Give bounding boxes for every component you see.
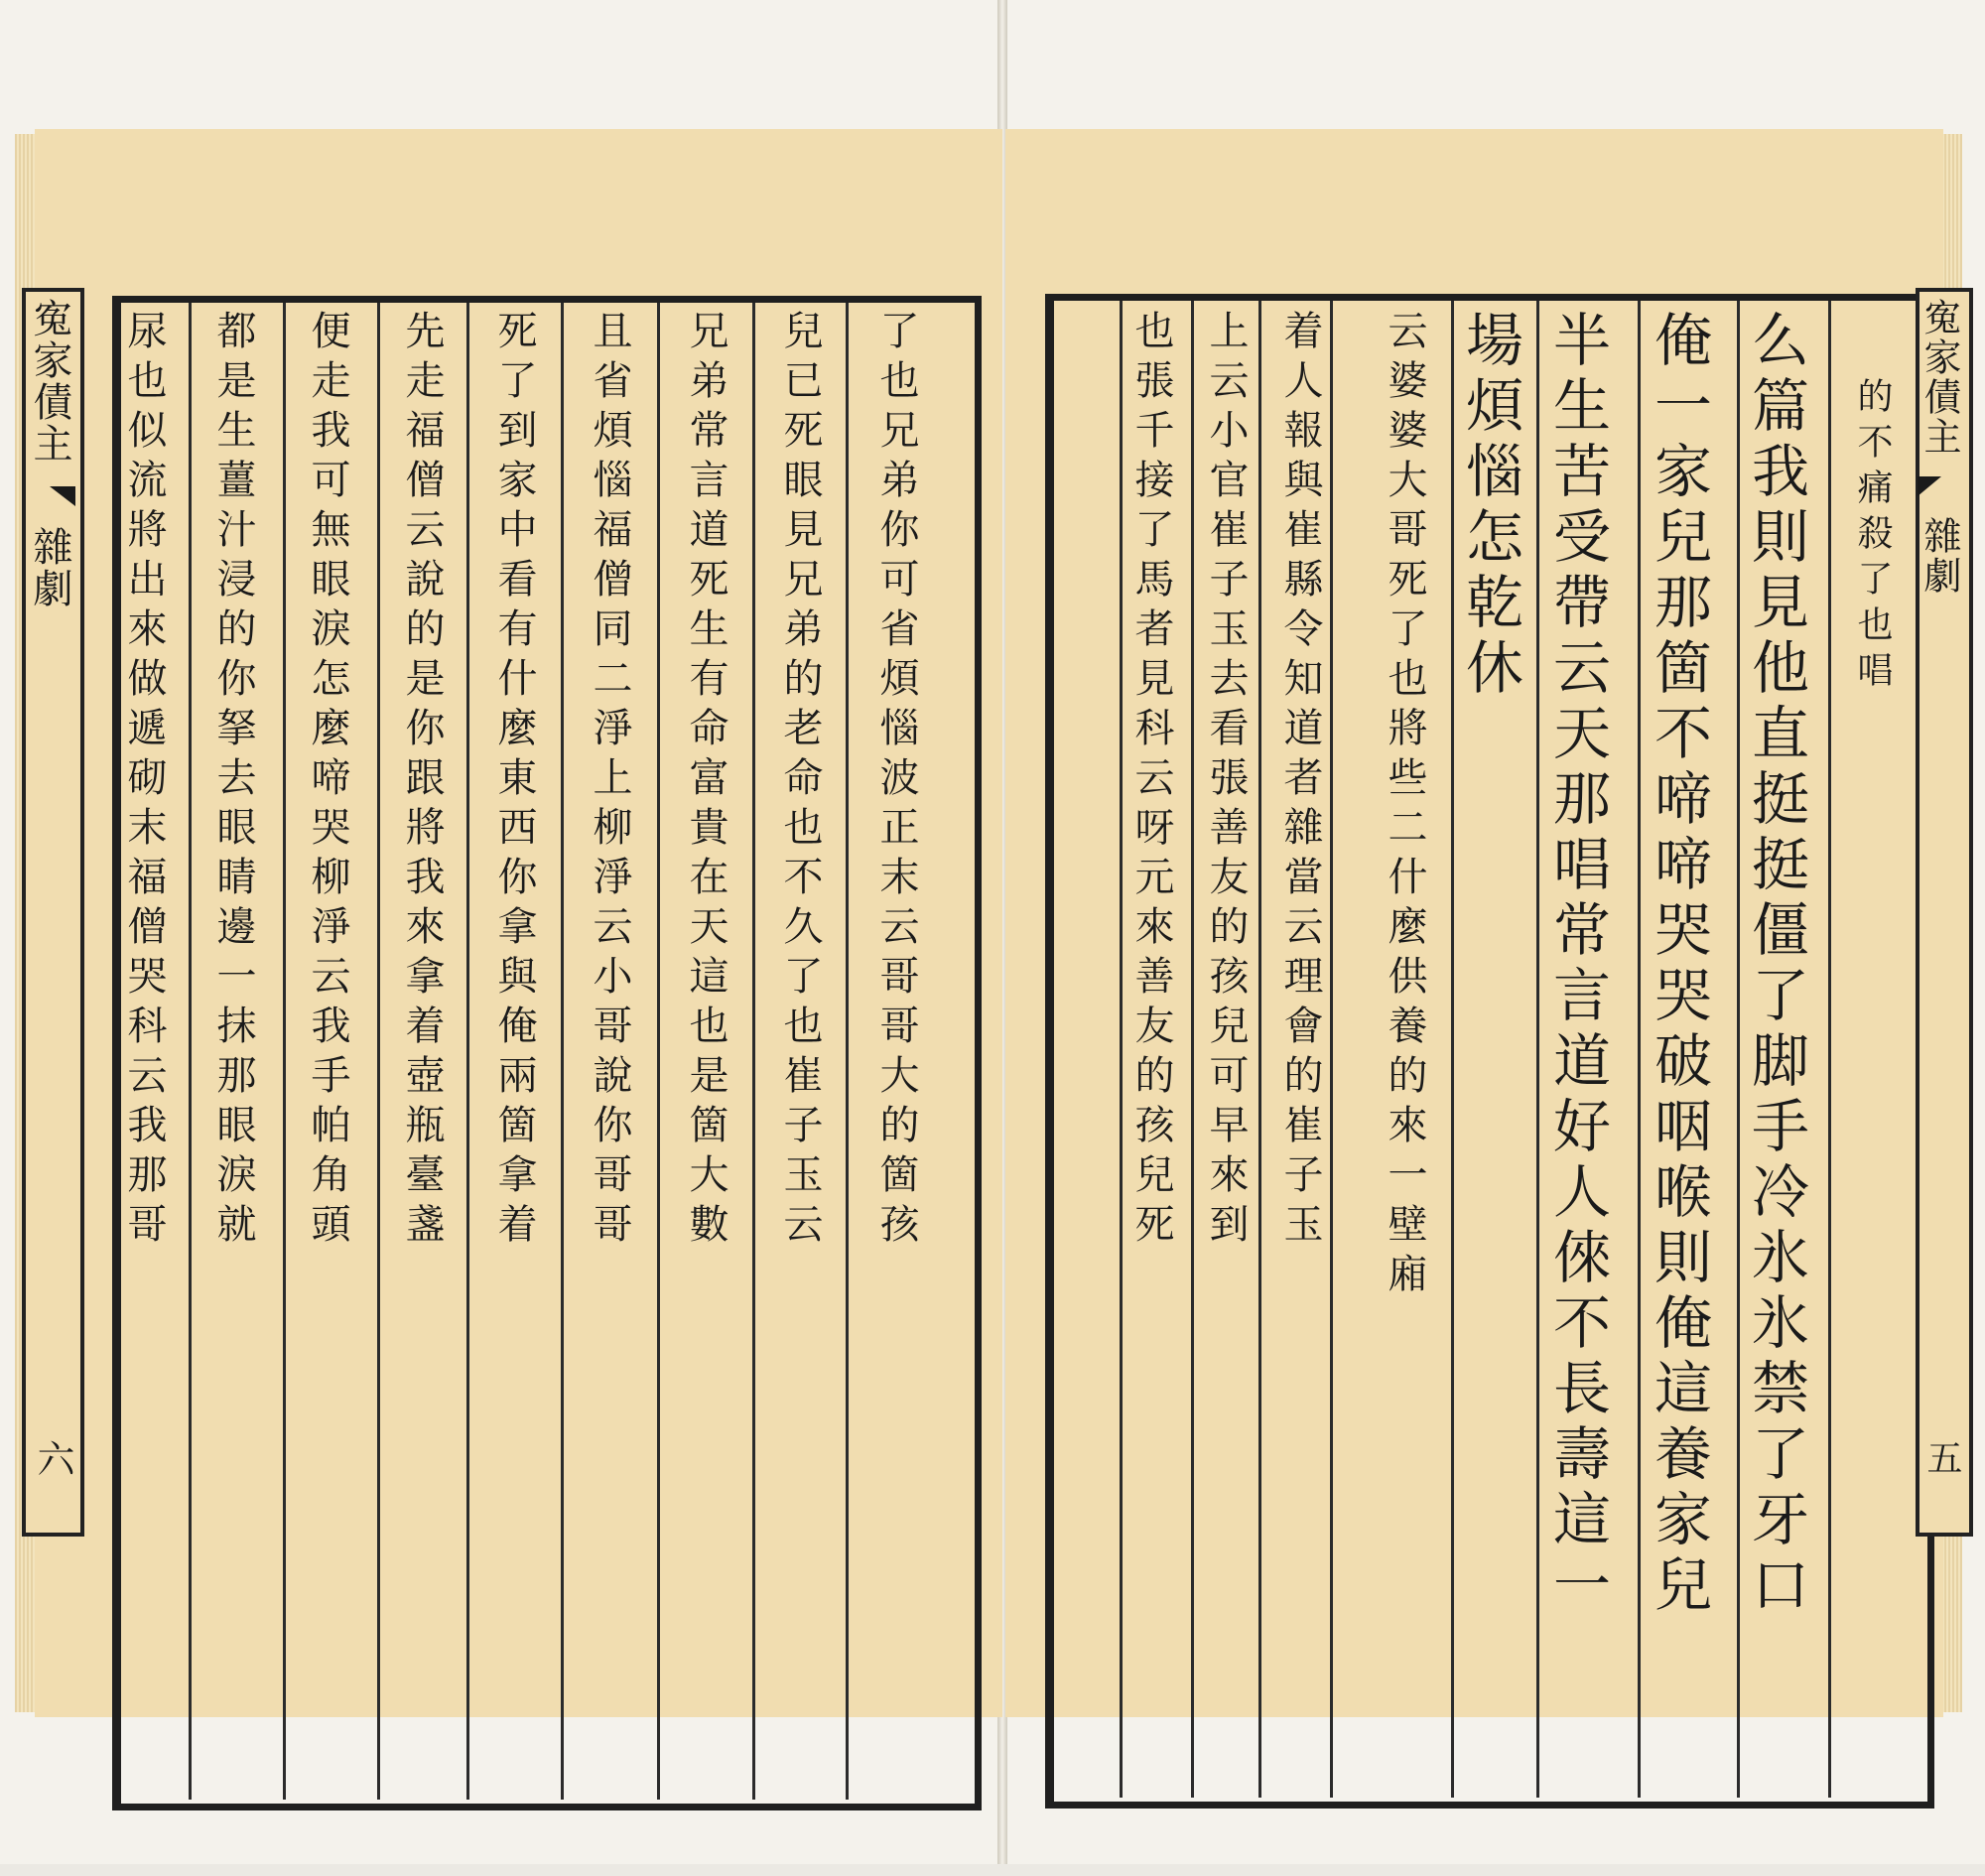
text-column: 便走我可無眼淚怎麼啼哭柳淨云我手帕角頭	[305, 310, 350, 1253]
text-column: 也張千接了馬者見科云呀元來善友的孩兒死	[1128, 310, 1174, 1253]
text-column: 場煩惱怎乾休	[1456, 310, 1523, 703]
fishtail-mark	[24, 486, 75, 506]
text-column: 兒已死眼見兄弟的老命也不久了也崔子玉云	[777, 310, 823, 1253]
fishtail-mark	[1918, 476, 1965, 496]
column-rule	[377, 303, 380, 1800]
text-column: 且省煩惱福僧同二淨上柳淨云小哥說你哥哥	[587, 310, 632, 1253]
column-rule	[466, 303, 469, 1800]
left-margin-strip	[22, 288, 84, 1537]
column-rule	[752, 303, 755, 1800]
column-rule	[283, 303, 286, 1800]
margin-title: 寃家債主	[1918, 298, 1961, 457]
column-rule	[846, 303, 849, 1800]
column-rule	[1330, 301, 1333, 1798]
text-column: 上云小官崔子玉去看張善友的孩兒可早來到	[1203, 310, 1249, 1253]
text-column: 的不痛殺了也唱	[1852, 377, 1893, 697]
text-column: 俺一家兒那箇不啼啼哭哭破咽喉則俺這養家兒	[1645, 310, 1712, 1620]
margin-title: 寃家債主	[27, 298, 72, 465]
text-column: 云婆婆大哥死了也將些二什麼供養的來一壁廂	[1382, 310, 1427, 1302]
column-rule	[1191, 301, 1194, 1798]
text-column: 么篇我則見他直挺挺僵了脚手冷氷氷禁了牙口	[1742, 310, 1809, 1620]
margin-folio: 六	[31, 1439, 74, 1479]
column-rule	[1258, 301, 1261, 1798]
column-rule	[561, 303, 564, 1800]
column-rule	[657, 303, 660, 1800]
text-column: 半生苦受帶云天那唱常言道好人倈不長壽這一	[1543, 310, 1611, 1620]
column-rule	[1120, 301, 1123, 1798]
column-rule	[1737, 301, 1740, 1798]
column-rule	[1451, 301, 1454, 1798]
margin-folio: 五	[1921, 1439, 1962, 1477]
right-margin-strip	[1916, 288, 1973, 1537]
column-rule	[1638, 301, 1641, 1798]
column-rule	[189, 303, 192, 1800]
column-rule	[1828, 301, 1831, 1798]
column-rule	[1536, 301, 1539, 1798]
margin-section: 雜劇	[1918, 516, 1961, 596]
text-column: 兄弟常言道死生有命富貴在天這也是箇大數	[683, 310, 728, 1253]
text-column: 死了到家中看有什麼東西你拿與俺兩箇拿着	[491, 310, 537, 1253]
margin-section: 雜劇	[27, 526, 72, 609]
text-column: 尿也似流將出來做遞砌末福僧哭科云我那哥	[121, 310, 167, 1253]
text-column: 了也兄弟你可省煩惱波正末云哥哥大的箇孩	[873, 310, 919, 1253]
text-column: 先走福僧云說的是你跟將我來拿着壺瓶臺盞	[399, 310, 445, 1253]
text-column: 都是生薑汁浸的你拏去眼睛邊一抹那眼淚就	[210, 310, 256, 1253]
text-column: 着人報與崔縣令知道者雜當云理會的崔子玉	[1277, 310, 1323, 1253]
